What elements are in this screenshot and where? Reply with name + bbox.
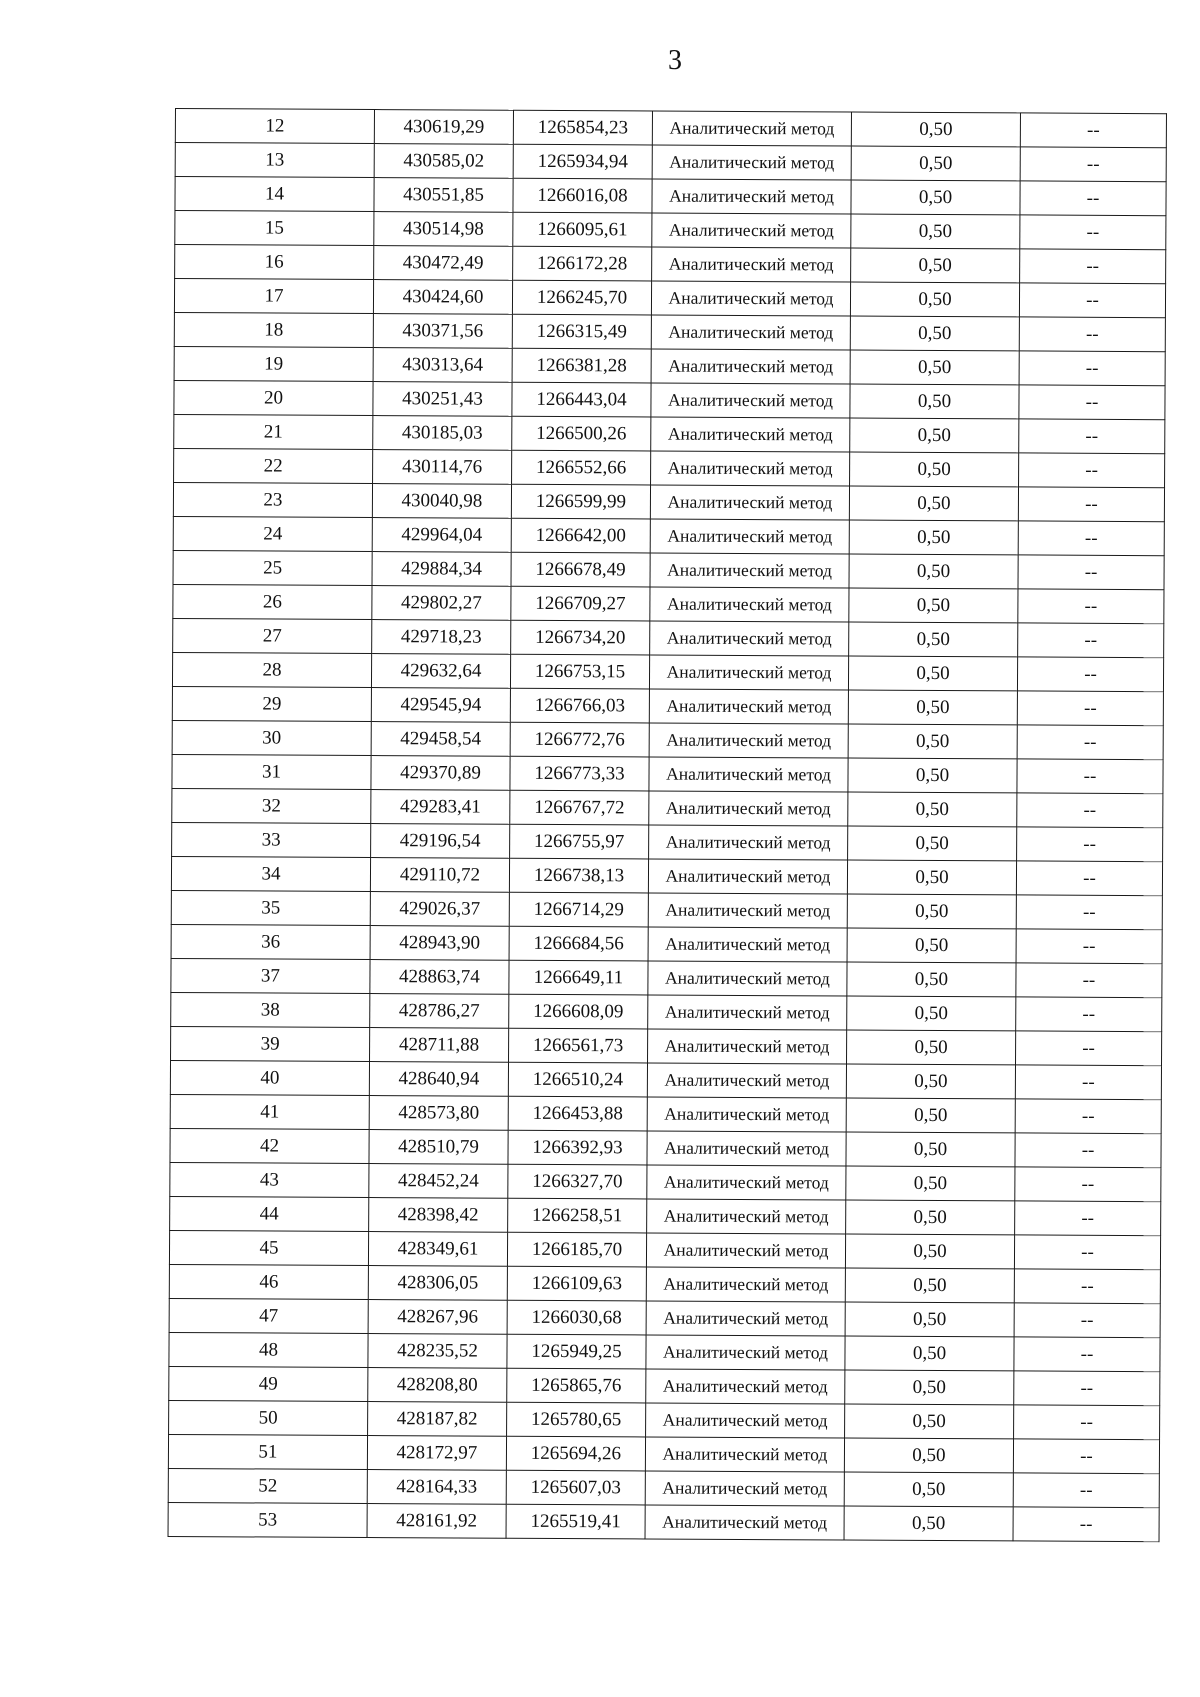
coordinates-table-body [168,109,1166,1542]
accuracy-value-cell: 0,50 [849,554,1018,589]
method-cell: Аналитический метод [646,1369,845,1404]
point-number-cell: 32 [172,788,371,823]
method-cell: Аналитический метод [651,451,850,486]
note-cell: -- [1018,623,1164,658]
x-coordinate-cell: 428349,61 [368,1232,507,1267]
method-cell: Аналитический метод [648,859,847,894]
table-row [173,618,1164,657]
x-coordinate-cell: 429545,94 [371,688,510,723]
accuracy-value-cell: 0,50 [851,112,1020,147]
method-cell: Аналитический метод [646,1301,845,1336]
accuracy-value-cell: 0,50 [848,758,1017,793]
note-cell: -- [1016,861,1162,896]
method-cell: Аналитический метод [649,757,848,792]
table-row [169,1298,1160,1337]
point-number-cell: 44 [170,1196,369,1231]
table-row [175,109,1166,148]
x-coordinate-cell: 430040,98 [372,484,511,519]
point-number-cell: 12 [175,109,374,144]
method-cell: Аналитический метод [646,1267,845,1302]
accuracy-value-cell: 0,50 [851,146,1020,181]
method-cell: Аналитический метод [646,1233,845,1268]
table-row [174,414,1165,453]
y-coordinate-cell: 1266714,29 [509,892,648,927]
y-coordinate-cell: 1266381,28 [512,348,651,383]
note-cell: -- [1019,385,1165,420]
y-coordinate-cell: 1266172,28 [513,246,652,281]
x-coordinate-cell: 430585,02 [374,144,513,179]
method-cell: Аналитический метод [651,349,850,384]
note-cell: -- [1014,1371,1160,1406]
accuracy-value-cell: 0,50 [850,282,1019,317]
table-row [171,958,1162,997]
point-number-cell: 45 [169,1230,368,1265]
table-row [168,1502,1159,1541]
table-row [170,1162,1161,1201]
y-coordinate-cell: 1266109,63 [507,1266,646,1301]
note-cell: -- [1020,181,1166,216]
table-row [175,143,1166,182]
point-number-cell: 34 [171,856,370,891]
x-coordinate-cell: 428711,88 [370,1028,509,1063]
point-number-cell: 35 [171,890,370,925]
y-coordinate-cell: 1265934,94 [513,144,652,179]
accuracy-value-cell: 0,50 [846,1200,1015,1235]
y-coordinate-cell: 1266392,93 [508,1130,647,1165]
point-number-cell: 52 [168,1468,367,1503]
note-cell: -- [1014,1269,1160,1304]
method-cell: Аналитический метод [649,791,848,826]
table-row [169,1332,1160,1371]
table-row [169,1400,1160,1439]
point-number-cell: 33 [172,822,371,857]
accuracy-value-cell: 0,50 [851,214,1020,249]
y-coordinate-cell: 1266245,70 [512,280,651,315]
x-coordinate-cell: 430114,76 [373,450,512,485]
note-cell: -- [1018,589,1164,624]
table-row [169,1366,1160,1405]
note-cell: -- [1019,351,1165,386]
point-number-cell: 50 [169,1400,368,1435]
y-coordinate-cell: 1266684,56 [509,926,648,961]
y-coordinate-cell: 1266453,88 [508,1096,647,1131]
table-row [173,516,1164,555]
page-number: 3 [668,45,682,76]
table-row [172,822,1163,861]
point-number-cell: 23 [173,482,372,517]
point-number-cell: 53 [168,1502,367,1537]
accuracy-value-cell: 0,50 [850,384,1019,419]
note-cell: -- [1016,929,1162,964]
accuracy-value-cell: 0,50 [844,1506,1013,1541]
table-row [170,1060,1161,1099]
coordinates-table-container [168,108,1160,1542]
accuracy-value-cell: 0,50 [848,656,1017,691]
y-coordinate-cell: 1266095,61 [513,212,652,247]
note-cell: -- [1013,1473,1159,1508]
accuracy-value-cell: 0,50 [850,350,1019,385]
y-coordinate-cell: 1266755,97 [510,824,649,859]
y-coordinate-cell: 1266738,13 [509,858,648,893]
x-coordinate-cell: 428786,27 [370,994,509,1029]
accuracy-value-cell: 0,50 [850,452,1019,487]
y-coordinate-cell: 1266510,24 [508,1062,647,1097]
note-cell: -- [1017,827,1163,862]
method-cell: Аналитический метод [651,281,850,316]
x-coordinate-cell: 428187,82 [368,1402,507,1437]
note-cell: -- [1014,1235,1160,1270]
method-cell: Аналитический метод [645,1437,844,1472]
accuracy-value-cell: 0,50 [845,1268,1014,1303]
note-cell: -- [1017,657,1163,692]
accuracy-value-cell: 0,50 [845,1302,1014,1337]
x-coordinate-cell: 428172,97 [367,1436,506,1471]
point-number-cell: 39 [171,1026,370,1061]
method-cell: Аналитический метод [646,1403,845,1438]
point-number-cell: 18 [174,312,373,347]
x-coordinate-cell: 429026,37 [370,892,509,927]
note-cell: -- [1017,725,1163,760]
accuracy-value-cell: 0,50 [845,1234,1014,1269]
y-coordinate-cell: 1265854,23 [513,110,652,145]
point-number-cell: 22 [174,448,373,483]
y-coordinate-cell: 1265949,25 [507,1334,646,1369]
table-row [171,856,1162,895]
x-coordinate-cell: 429964,04 [372,518,511,553]
y-coordinate-cell: 1266753,15 [510,654,649,689]
method-cell: Аналитический метод [647,1165,846,1200]
y-coordinate-cell: 1266030,68 [507,1300,646,1335]
x-coordinate-cell: 430551,85 [374,178,513,213]
note-cell: -- [1013,1439,1159,1474]
table-row [173,584,1164,623]
point-number-cell: 48 [169,1332,368,1367]
table-row [168,1434,1159,1473]
table-row [172,720,1163,759]
x-coordinate-cell: 428573,80 [369,1096,508,1131]
y-coordinate-cell: 1266599,99 [511,484,650,519]
accuracy-value-cell: 0,50 [851,248,1020,283]
point-number-cell: 21 [174,414,373,449]
accuracy-value-cell: 0,50 [845,1370,1014,1405]
table-row [172,652,1163,691]
method-cell: Аналитический метод [652,213,851,248]
note-cell: -- [1019,419,1165,454]
note-cell: -- [1015,1133,1161,1168]
method-cell: Аналитический метод [651,383,850,418]
x-coordinate-cell: 430185,03 [373,416,512,451]
method-cell: Аналитический метод [650,519,849,554]
x-coordinate-cell: 428235,52 [368,1334,507,1369]
table-row [173,550,1164,589]
y-coordinate-cell: 1266649,11 [509,960,648,995]
accuracy-value-cell: 0,50 [848,792,1017,827]
x-coordinate-cell: 428398,42 [369,1198,508,1233]
point-number-cell: 47 [169,1298,368,1333]
accuracy-value-cell: 0,50 [847,996,1016,1031]
x-coordinate-cell: 428452,24 [369,1164,508,1199]
x-coordinate-cell: 429718,23 [372,620,511,655]
table-row [171,890,1162,929]
note-cell: -- [1018,487,1164,522]
point-number-cell: 31 [172,754,371,789]
accuracy-value-cell: 0,50 [851,180,1020,215]
method-cell: Аналитический метод [648,927,847,962]
note-cell: -- [1015,1167,1161,1202]
accuracy-value-cell: 0,50 [847,860,1016,895]
point-number-cell: 29 [172,686,371,721]
table-row [170,1196,1161,1235]
table-row [174,279,1165,318]
point-number-cell: 43 [170,1162,369,1197]
accuracy-value-cell: 0,50 [846,1166,1015,1201]
note-cell: -- [1018,521,1164,556]
method-cell: Аналитический метод [647,1097,846,1132]
x-coordinate-cell: 428640,94 [369,1062,508,1097]
point-number-cell: 19 [174,346,373,381]
y-coordinate-cell: 1266767,72 [510,790,649,825]
table-row [171,992,1162,1031]
y-coordinate-cell: 1265519,41 [506,1504,645,1539]
table-row [175,245,1166,284]
note-cell: -- [1020,113,1166,148]
method-cell: Аналитический метод [648,995,847,1030]
method-cell: Аналитический метод [647,1199,846,1234]
table-row [175,211,1166,250]
x-coordinate-cell: 430251,43 [373,382,512,417]
x-coordinate-cell: 429370,89 [371,756,510,791]
x-coordinate-cell: 428943,90 [370,926,509,961]
note-cell: -- [1020,249,1166,284]
y-coordinate-cell: 1266608,09 [509,994,648,1029]
table-row [170,1094,1161,1133]
method-cell: Аналитический метод [652,111,851,146]
note-cell: -- [1018,555,1164,590]
method-cell: Аналитический метод [647,1131,846,1166]
point-number-cell: 38 [171,992,370,1027]
accuracy-value-cell: 0,50 [848,826,1017,861]
note-cell: -- [1014,1405,1160,1440]
x-coordinate-cell: 428306,05 [368,1266,507,1301]
table-row [172,754,1163,793]
y-coordinate-cell: 1266766,03 [510,688,649,723]
method-cell: Аналитический метод [652,145,851,180]
x-coordinate-cell: 428164,33 [367,1470,506,1505]
method-cell: Аналитический метод [648,961,847,996]
point-number-cell: 40 [170,1060,369,1095]
method-cell: Аналитический метод [646,1335,845,1370]
x-coordinate-cell: 428208,80 [368,1368,507,1403]
y-coordinate-cell: 1266709,27 [511,586,650,621]
x-coordinate-cell: 429110,72 [370,858,509,893]
y-coordinate-cell: 1266315,49 [512,314,651,349]
table-row [169,1230,1160,1269]
method-cell: Аналитический метод [648,893,847,928]
method-cell: Аналитический метод [645,1471,844,1506]
point-number-cell: 17 [174,279,373,314]
method-cell: Аналитический метод [652,247,851,282]
table-row [171,924,1162,963]
x-coordinate-cell: 428161,92 [367,1504,506,1539]
table-row [173,482,1164,521]
x-coordinate-cell: 428267,96 [368,1300,507,1335]
table-row [169,1264,1160,1303]
x-coordinate-cell: 429458,54 [371,722,510,757]
method-cell: Аналитический метод [649,825,848,860]
method-cell: Аналитический метод [647,1063,846,1098]
point-number-cell: 51 [168,1434,367,1469]
x-coordinate-cell: 429196,54 [371,824,510,859]
x-coordinate-cell: 430514,98 [374,212,513,247]
y-coordinate-cell: 1266500,26 [512,416,651,451]
point-number-cell: 15 [175,211,374,246]
table-row [174,448,1165,487]
y-coordinate-cell: 1266443,04 [512,382,651,417]
table-row [172,686,1163,725]
point-number-cell: 28 [172,652,371,687]
point-number-cell: 42 [170,1128,369,1163]
point-number-cell: 36 [171,924,370,959]
method-cell: Аналитический метод [651,417,850,452]
note-cell: -- [1015,1099,1161,1134]
method-cell: Аналитический метод [652,179,851,214]
table-row [175,177,1166,216]
x-coordinate-cell: 430313,64 [373,348,512,383]
table-row [171,1026,1162,1065]
y-coordinate-cell: 1266642,00 [511,518,650,553]
method-cell: Аналитический метод [651,315,850,350]
y-coordinate-cell: 1266772,76 [510,722,649,757]
accuracy-value-cell: 0,50 [848,690,1017,725]
note-cell: -- [1019,317,1165,352]
accuracy-value-cell: 0,50 [845,1404,1014,1439]
note-cell: -- [1016,997,1162,1032]
method-cell: Аналитический метод [650,621,849,656]
point-number-cell: 24 [173,516,372,551]
accuracy-value-cell: 0,50 [845,1336,1014,1371]
accuracy-value-cell: 0,50 [850,316,1019,351]
accuracy-value-cell: 0,50 [844,1472,1013,1507]
accuracy-value-cell: 0,50 [849,486,1018,521]
x-coordinate-cell: 430424,60 [373,280,512,315]
y-coordinate-cell: 1266327,70 [508,1164,647,1199]
y-coordinate-cell: 1266016,08 [513,178,652,213]
point-number-cell: 30 [172,720,371,755]
point-number-cell: 37 [171,958,370,993]
accuracy-value-cell: 0,50 [849,588,1018,623]
note-cell: -- [1017,691,1163,726]
x-coordinate-cell: 430619,29 [374,110,513,145]
table-row [168,1468,1159,1507]
note-cell: -- [1016,1031,1162,1066]
x-coordinate-cell: 430472,49 [374,246,513,281]
method-cell: Аналитический метод [648,1029,847,1064]
accuracy-value-cell: 0,50 [847,962,1016,997]
y-coordinate-cell: 1266734,20 [511,620,650,655]
method-cell: Аналитический метод [650,485,849,520]
accuracy-value-cell: 0,50 [847,1030,1016,1065]
y-coordinate-cell: 1266773,33 [510,756,649,791]
point-number-cell: 46 [169,1264,368,1299]
table-row [174,312,1165,351]
table-row [172,788,1163,827]
note-cell: -- [1020,215,1166,250]
point-number-cell: 14 [175,177,374,212]
x-coordinate-cell: 429802,27 [372,586,511,621]
y-coordinate-cell: 1265694,26 [506,1436,645,1471]
note-cell: -- [1019,283,1165,318]
note-cell: -- [1016,963,1162,998]
accuracy-value-cell: 0,50 [850,418,1019,453]
accuracy-value-cell: 0,50 [846,1098,1015,1133]
note-cell: -- [1014,1303,1160,1338]
y-coordinate-cell: 1265865,76 [507,1368,646,1403]
note-cell: -- [1014,1337,1160,1372]
note-cell: -- [1020,147,1166,182]
point-number-cell: 25 [173,550,372,585]
method-cell: Аналитический метод [649,655,848,690]
point-number-cell: 16 [175,245,374,280]
method-cell: Аналитический метод [649,723,848,758]
y-coordinate-cell: 1266552,66 [512,450,651,485]
x-coordinate-cell: 429283,41 [371,790,510,825]
method-cell: Аналитический метод [650,587,849,622]
point-number-cell: 49 [169,1366,368,1401]
accuracy-value-cell: 0,50 [849,520,1018,555]
table-row [174,380,1165,419]
note-cell: -- [1019,453,1165,488]
table-row [174,346,1165,385]
note-cell: -- [1015,1065,1161,1100]
y-coordinate-cell: 1265607,03 [506,1470,645,1505]
accuracy-value-cell: 0,50 [847,928,1016,963]
method-cell: Аналитический метод [650,553,849,588]
x-coordinate-cell: 430371,56 [373,314,512,349]
note-cell: -- [1015,1201,1161,1236]
y-coordinate-cell: 1266561,73 [509,1028,648,1063]
x-coordinate-cell: 429884,34 [372,552,511,587]
y-coordinate-cell: 1266258,51 [508,1198,647,1233]
method-cell: Аналитический метод [645,1505,844,1540]
coordinates-table [168,108,1167,1542]
point-number-cell: 26 [173,584,372,619]
accuracy-value-cell: 0,50 [847,894,1016,929]
x-coordinate-cell: 429632,64 [371,654,510,689]
y-coordinate-cell: 1265780,65 [507,1402,646,1437]
method-cell: Аналитический метод [649,689,848,724]
accuracy-value-cell: 0,50 [844,1438,1013,1473]
accuracy-value-cell: 0,50 [846,1132,1015,1167]
note-cell: -- [1017,793,1163,828]
note-cell: -- [1016,895,1162,930]
accuracy-value-cell: 0,50 [848,724,1017,759]
point-number-cell: 27 [173,618,372,653]
point-number-cell: 13 [175,143,374,178]
note-cell: -- [1013,1507,1159,1542]
x-coordinate-cell: 428510,79 [369,1130,508,1165]
y-coordinate-cell: 1266185,70 [507,1232,646,1267]
x-coordinate-cell: 428863,74 [370,960,509,995]
point-number-cell: 41 [170,1094,369,1129]
note-cell: -- [1017,759,1163,794]
accuracy-value-cell: 0,50 [846,1064,1015,1099]
point-number-cell: 20 [174,380,373,415]
table-row [170,1128,1161,1167]
y-coordinate-cell: 1266678,49 [511,552,650,587]
accuracy-value-cell: 0,50 [849,622,1018,657]
